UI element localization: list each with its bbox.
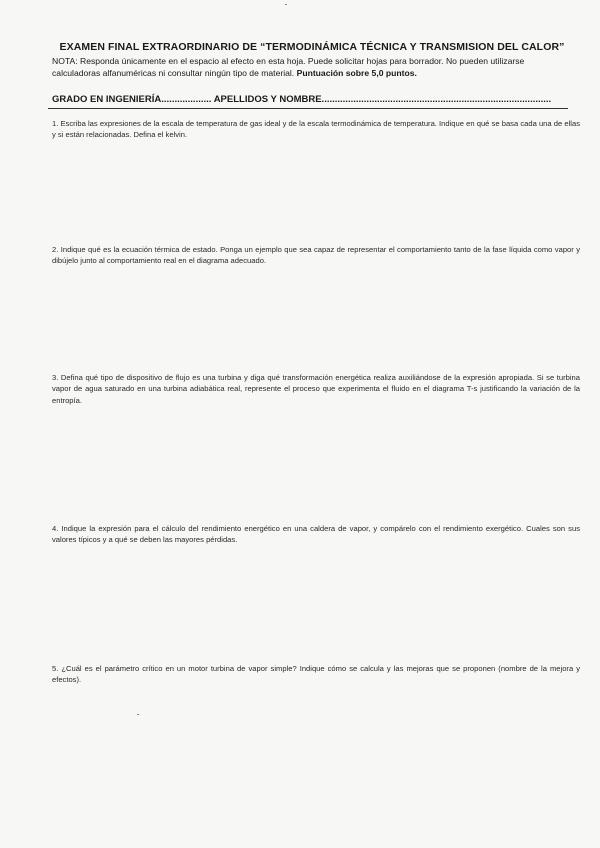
- question-5: 5. ¿Cuál es el parámetro crítico en un motor turbina de vapor simple? Indique cómo se calcula y las mejoras que se proponen (nombre de la mejora y efectos).: [52, 664, 580, 685]
- scan-speck: [137, 714, 139, 715]
- question-2: 2. Indique qué es la ecuación térmica de estado. Ponga un ejemplo que sea capaz de representar el comportamiento tanto de la fase líquida como vapor y dibújelo junto al comportamiento real en el diagrama adecuado.: [52, 245, 580, 266]
- note-score: Puntuación sobre 5,0 puntos.: [296, 67, 417, 78]
- header-divider: [48, 108, 568, 109]
- question-1: 1. Escriba las expresiones de la escala de temperatura de gas ideal y de la escala termodinámica de temperatura. Indique en qué se basa cada una de ellas y si están relacionadas. Defina el kelvin.: [52, 119, 580, 140]
- exam-title: EXAMEN FINAL EXTRAORDINARIO DE “TERMODINÁMICA TÉCNICA Y TRANSMISION DEL CALOR”: [59, 41, 565, 53]
- note-text: NOTA: Responda únicamente en el espacio al efecto en esta hoja. Puede solicitar hojas para borrador. No pueden utilizarse calculadoras alfanuméricas ni consultar ningún tipo de material.: [52, 56, 525, 78]
- question-3: 3. Defina qué tipo de dispositivo de flujo es una turbina y diga qué transformación energética realiza auxiliándose de la expresión apropiada. Si se turbina vapor de agua saturado en una turbina adiabática real, represente el proceso que experimenta el fluido en el diagrama T-s justificando la variación de la entropía.: [52, 373, 580, 405]
- scan-speck: [285, 4, 287, 5]
- student-info-line: GRADO EN INGENIERÍA................... APELLIDOS Y NOMBRE.......................................................................................: [52, 94, 552, 105]
- question-4: 4. Indique la expresión para el cálculo del rendimiento energético en una caldera de vapor, y compárelo con el rendimiento exergético. Cuales son sus valores típicos y a qué se deben las mayores pérdidas.: [52, 524, 580, 545]
- exam-note: [52, 56, 562, 79]
